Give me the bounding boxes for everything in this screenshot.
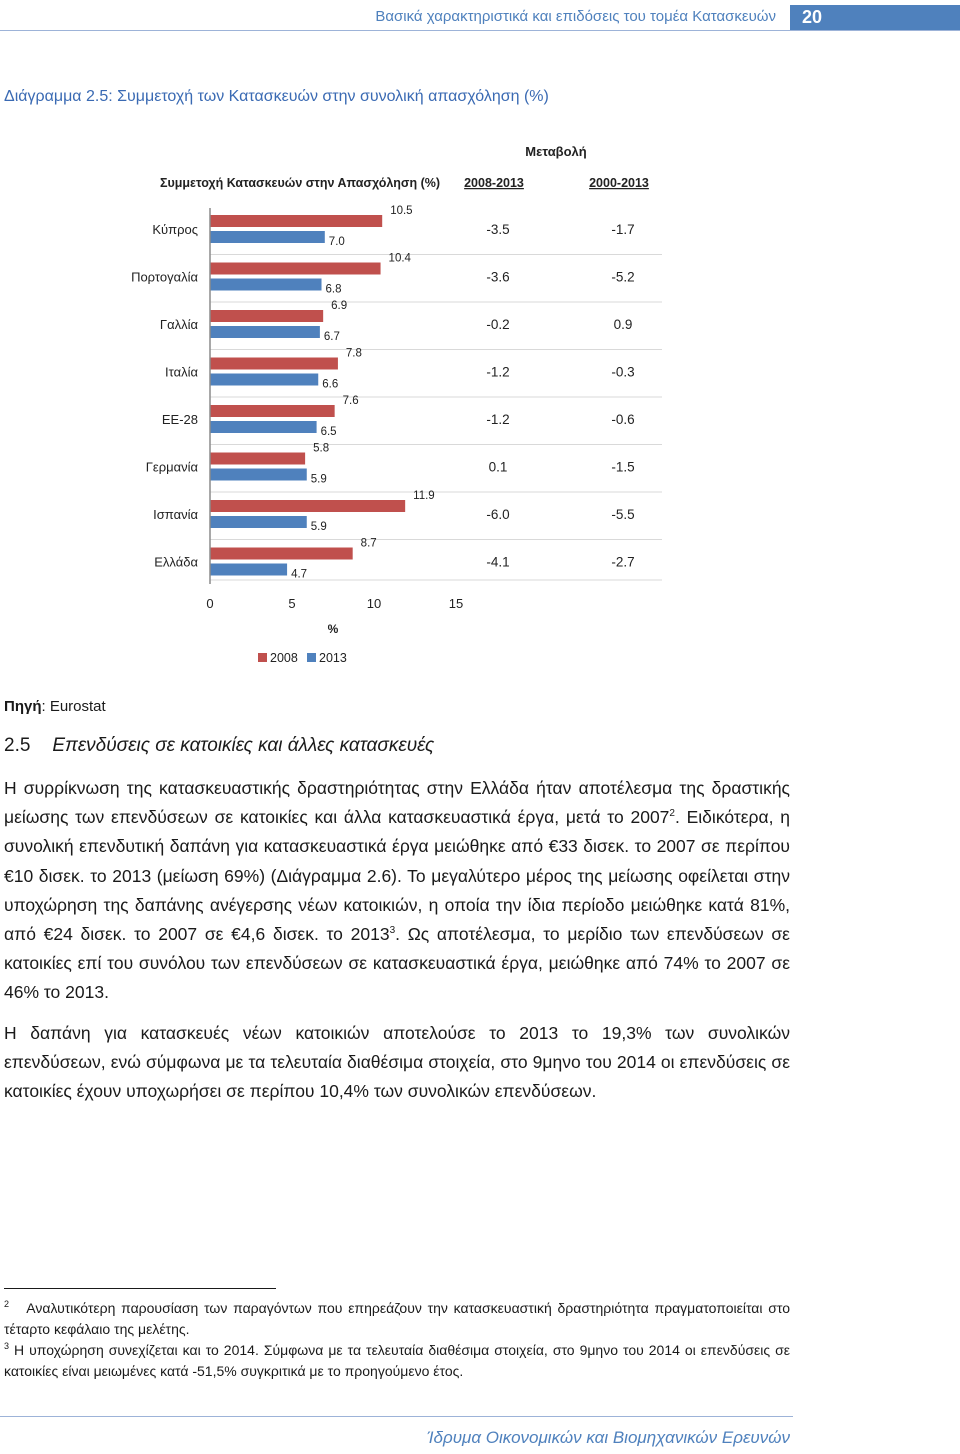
- bar-value-label: 8.7: [360, 537, 377, 550]
- bar-value-label: 10.5: [390, 205, 413, 217]
- legend-label-2008: 2008: [270, 651, 298, 665]
- bar-2013: [210, 326, 320, 338]
- bar-2008: [210, 453, 305, 465]
- bar-2013: [210, 469, 307, 481]
- change-column-header: 2000-2013: [589, 176, 649, 190]
- header-divider: [0, 30, 960, 31]
- bar-2008: [210, 310, 323, 322]
- paragraph-1-part-b: . Ειδικότερα, η συνολική επενδυτική δαπάνη για κατασκευαστικά έργα μειώθηκε από €33 δισεκ. το 2007 σε περίπου €10 δισεκ. το 2013 (μείωση 69%) (Διάγραμμα 2.6). Το μεγαλύτερο μέρος της μείωσης οφείλεται στην υποχώρηση της δαπάνης ανέγερσης νέων κατοικιών, η οποία την ίδια περίοδο μειώθηκε κατά 81%, από €24 δισεκ. το 2007 σε €4,6 δισεκ. το 2013: [4, 807, 790, 945]
- figure-caption: Διάγραμμα 2.5: Συμμετοχή των Κατασκευών στην συνολική απασχόληση (%): [4, 88, 549, 105]
- category-label: Κύπρος: [152, 222, 198, 237]
- footer-organization: Ίδρυμα Οικονομικών και Βιομηχανικών Ερευνών: [426, 1428, 790, 1447]
- paragraph-1-part-c: . Ως αποτέλεσμα, το μερίδιο των επενδύσεων σε κατοικίες επί του συνόλου των επενδύσεων σε κατασκευαστικά έργα, μειώθηκε από 74% το 2007 σε 46% το 2013.: [4, 924, 790, 1003]
- change-2000-2013-value: -2.7: [611, 554, 635, 570]
- section-number: 2.5: [4, 735, 31, 756]
- bar-2013: [210, 279, 322, 291]
- bar-value-label: 7.6: [342, 395, 359, 407]
- category-label: Γερμανία: [145, 459, 198, 475]
- footnote-2-text: Αναλυτικότερη παρουσίαση των παραγόντων που επηρεάζουν την κατασκευαστική δραστηριότητα πραγματοποιείται στο τέταρτο κεφάλαιο της μελέτης.: [4, 1300, 790, 1337]
- change-2008-2013-value: -3.6: [486, 269, 510, 285]
- bar-value-label: 7.8: [345, 347, 362, 360]
- footnote-3: [4, 1340, 790, 1382]
- bar-2013: [210, 231, 325, 243]
- bar-value-label: 10.4: [388, 252, 411, 265]
- legend-label-2013: 2013: [319, 651, 347, 665]
- bar-value-label: 6.7: [323, 331, 340, 343]
- category-label: ΕΕ-28: [161, 412, 198, 427]
- bar-value-label: 6.6: [322, 378, 339, 391]
- x-tick-label: 15: [448, 596, 464, 611]
- footnote-2-mark: 2: [4, 1299, 10, 1309]
- category-label: Πορτογαλία: [131, 269, 198, 285]
- bar-2008: [210, 548, 353, 560]
- change-2008-2013-value: -1.2: [486, 412, 510, 427]
- x-tick-label: 0: [206, 596, 214, 611]
- footnote-divider: [4, 1288, 276, 1289]
- bar-2013: [210, 564, 287, 576]
- paragraph-1: [4, 774, 790, 1008]
- bar-value-label: 5.9: [310, 473, 327, 486]
- bar-2008: [210, 405, 335, 417]
- change-2000-2013-value: -0.3: [611, 364, 635, 380]
- bar-value-label: 6.9: [331, 300, 348, 312]
- footnote-2: [4, 1298, 790, 1340]
- category-label: Γαλλία: [159, 317, 198, 332]
- change-2000-2013-value: -5.2: [611, 269, 635, 285]
- change-2008-2013-value: -3.5: [486, 222, 510, 237]
- change-2008-2013-value: 0.1: [488, 459, 508, 475]
- change-2000-2013-value: -5.5: [611, 507, 635, 522]
- change-2008-2013-value: -0.2: [486, 317, 510, 332]
- bar-value-label: 6.8: [325, 283, 342, 296]
- section-title: Επενδύσεις σε κατοικίες και άλλες κατασκευές: [52, 735, 435, 756]
- change-column-header: 2008-2013: [464, 176, 524, 190]
- category-label: Ισπανία: [153, 507, 198, 522]
- x-axis-label: %: [327, 622, 339, 636]
- bar-value-label: 11.9: [413, 490, 435, 502]
- footnote-3-text: Η υποχώρηση συνεχίζεται και το 2014. Σύμφωνα με τα τελευταία διαθέσιμα στοιχεία, στο 9μηνο του 2014 οι επενδύσεις σε κατοικίες είναι μειωμένες κατά -51,5% συγκριτικά με το προηγούμενο έτος.: [4, 1342, 791, 1379]
- bar-2008: [210, 215, 382, 227]
- footnote-ref-2[interactable]: 2: [669, 808, 675, 820]
- bar-2008: [210, 263, 381, 275]
- change-header: Μεταβολή: [525, 144, 587, 159]
- x-tick-label: 5: [288, 596, 296, 611]
- bar-value-label: 5.8: [313, 442, 330, 455]
- bar-2008: [210, 358, 338, 370]
- paragraph-2: Η δαπάνη για κατασκευές νέων κατοικιών αποτελούσε το 2013 το 19,3% των συνολικών επενδύσεων, ενώ σύμφωνα με τα τελευταία διαθέσιμα στοιχεία, στο 9μηνο του 2014 οι επενδύσεις σε κατοικίες έχουν υποχωρήσει σε περίπου 10,4% των συνολικών επενδύσεων.: [4, 1023, 790, 1102]
- change-2008-2013-value: -4.1: [486, 554, 510, 570]
- change-2000-2013-value: 0.9: [613, 317, 633, 332]
- page-number: 20: [790, 5, 960, 30]
- bar-value-label: 7.0: [328, 236, 345, 248]
- footnote-3-mark: 3: [4, 1341, 10, 1351]
- figure-source: [4, 698, 106, 715]
- source-value: : Eurostat: [41, 698, 106, 715]
- legend-swatch-2008: [258, 653, 267, 662]
- source-label: Πηγή: [4, 698, 42, 715]
- bar-value-label: 4.7: [291, 568, 308, 581]
- paragraph-1-part-a: Η συρρίκνωση της κατασκευαστικής δραστηριότητας στην Ελλάδα ήταν αποτέλεσμα της δραστικής μείωσης των επενδύσεων σε κατοικίες και άλλα κατασκευαστικά έργα, μετά το 2007: [4, 778, 790, 828]
- change-2000-2013-value: -1.5: [611, 459, 635, 475]
- change-2000-2013-value: -0.6: [611, 412, 635, 427]
- bar-2013: [210, 374, 318, 386]
- legend-swatch-2013: [307, 653, 316, 662]
- change-2008-2013-value: -1.2: [486, 364, 510, 380]
- x-tick-label: 10: [366, 596, 382, 611]
- footnote-ref-3[interactable]: 3: [389, 925, 396, 937]
- category-label: Ελλάδα: [154, 554, 198, 570]
- bar-value-label: 5.9: [310, 521, 327, 533]
- chart-title: Συμμετοχή Κατασκευών στην Απασχόληση (%): [159, 176, 441, 190]
- bar-2008: [210, 500, 405, 512]
- employment-bar-chart: [0, 130, 700, 680]
- change-2000-2013-value: -1.7: [611, 222, 635, 237]
- bar-value-label: 6.5: [320, 426, 337, 438]
- category-label: Ιταλία: [165, 364, 198, 380]
- change-2008-2013-value: -6.0: [486, 507, 510, 522]
- section-heading: [4, 735, 434, 757]
- running-header: Βασικά χαρακτηριστικά και επιδόσεις του τομέα Κατασκευών: [375, 8, 776, 25]
- footer-divider: [0, 1416, 793, 1417]
- bar-2013: [210, 421, 317, 433]
- bar-2013: [210, 516, 307, 528]
